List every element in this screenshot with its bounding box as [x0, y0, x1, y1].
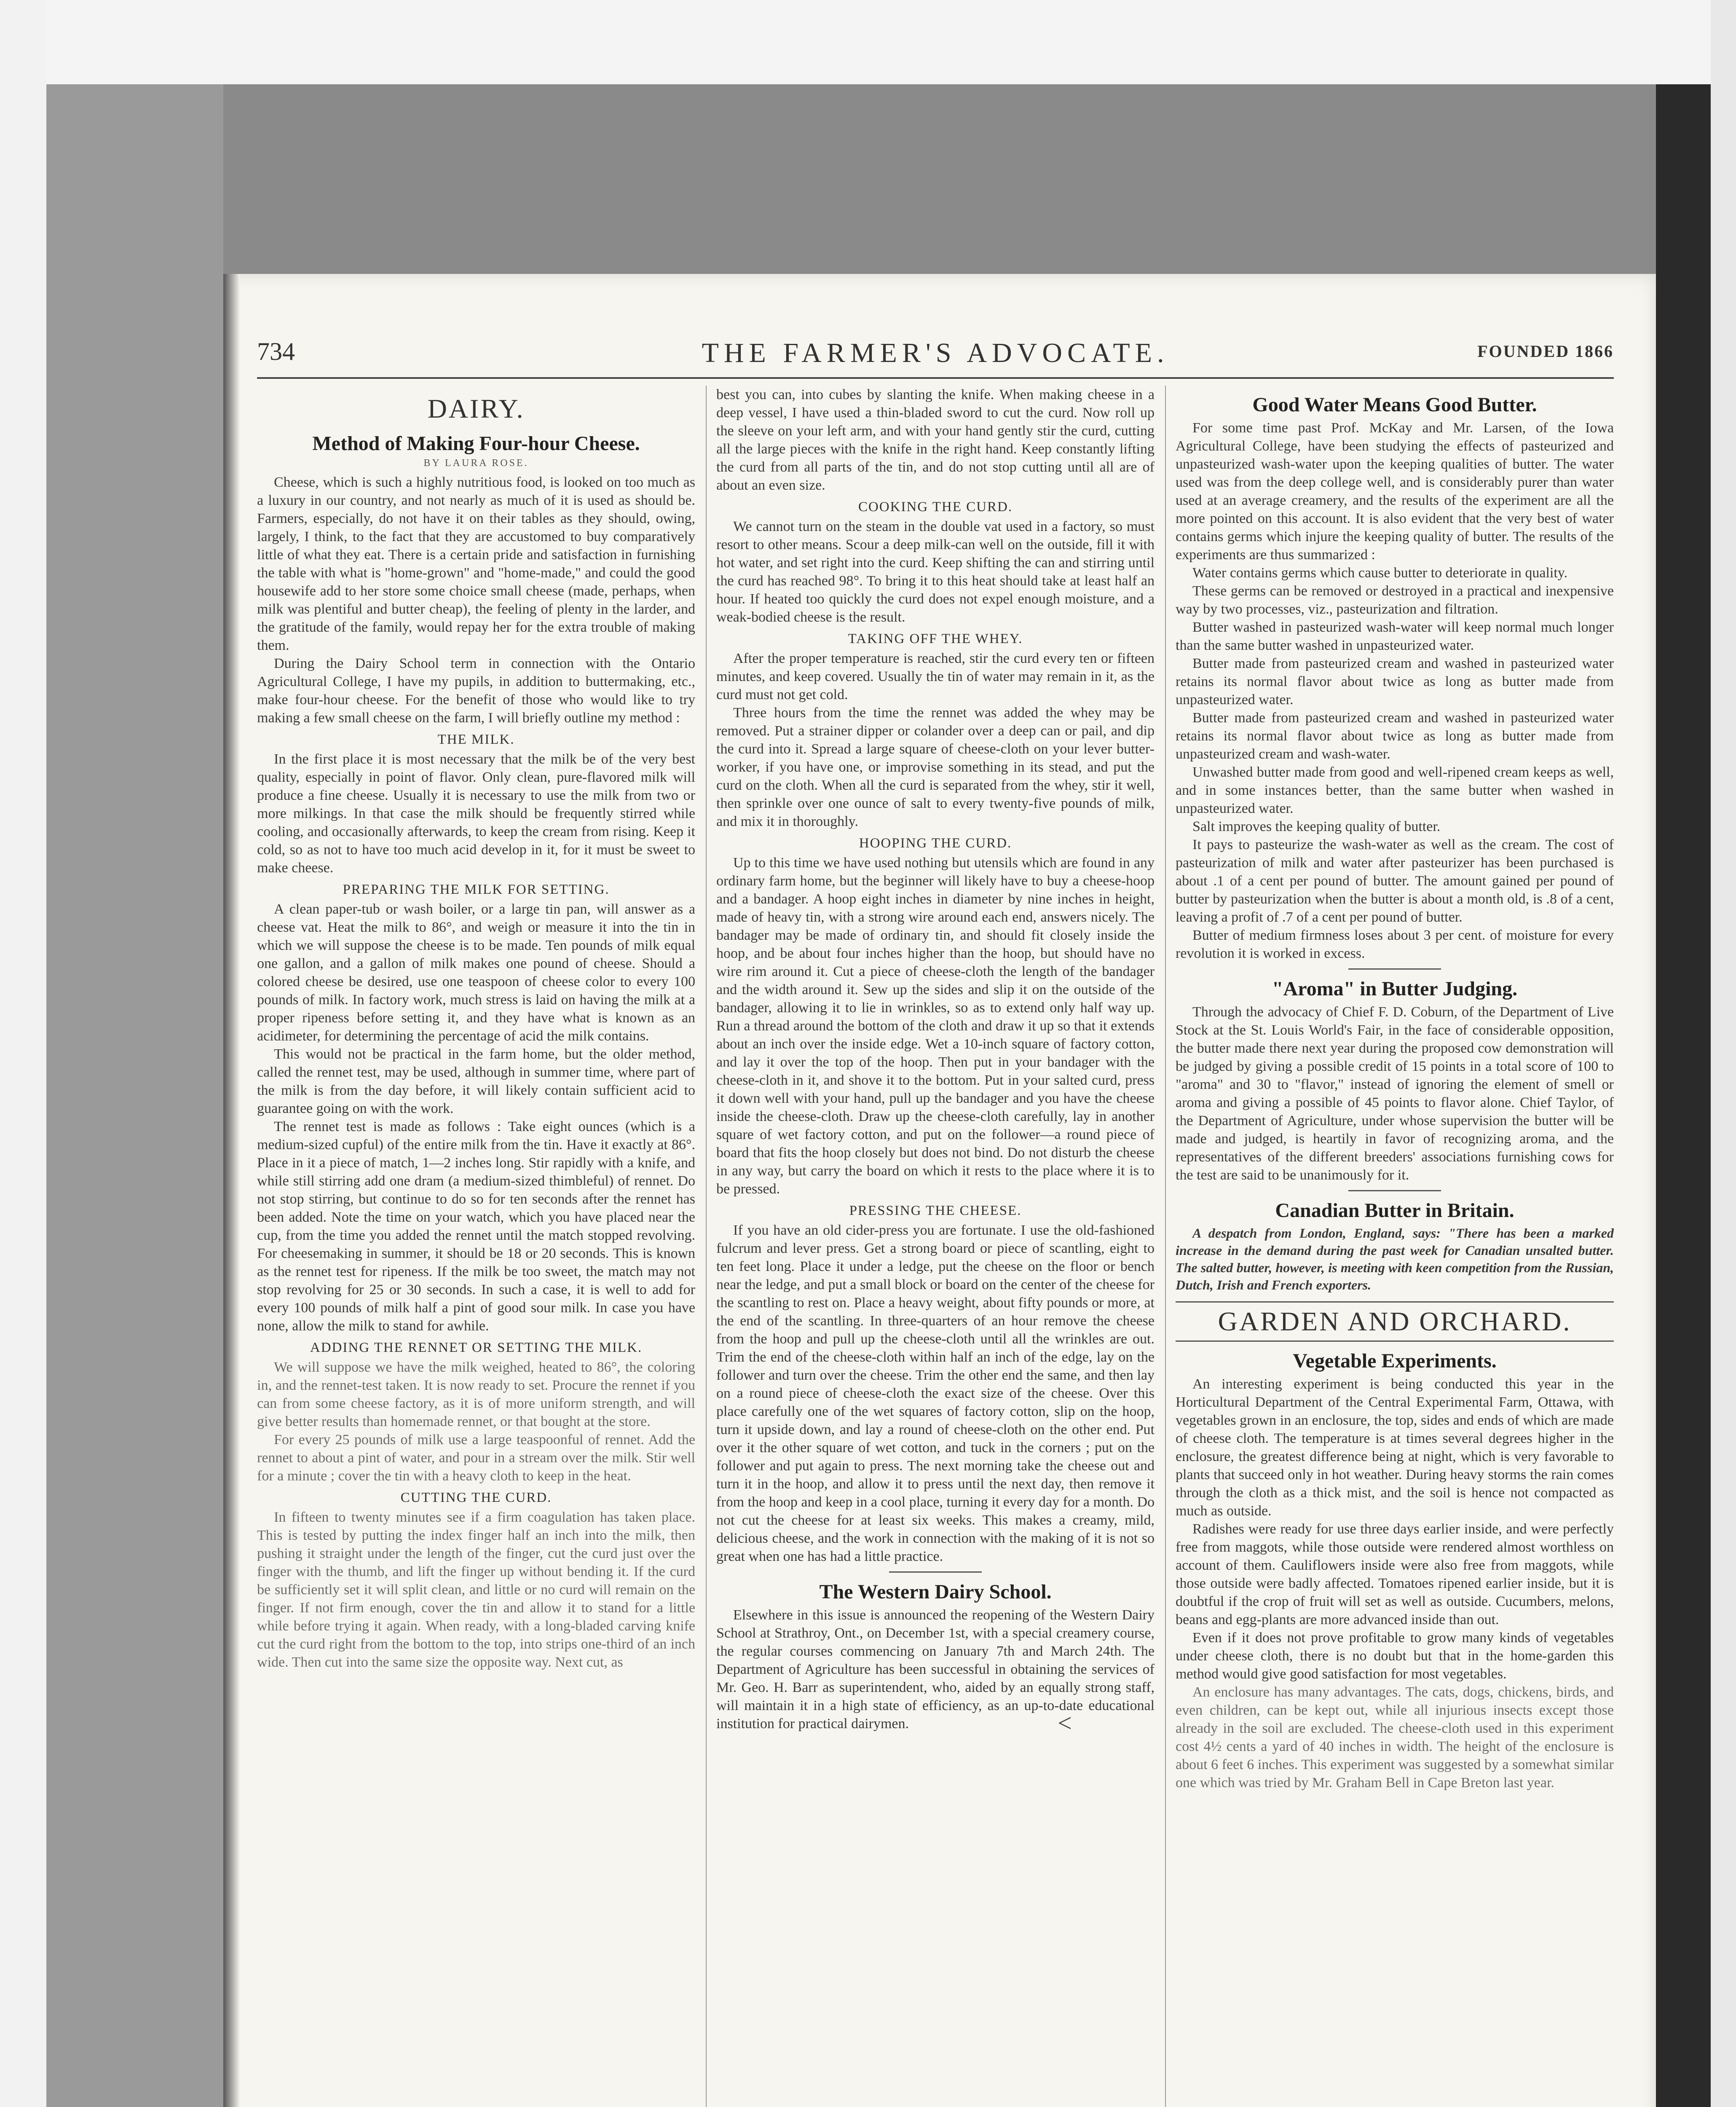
paragraph: An enclosure has many advantages. The cats, dogs, chickens, birds, and even children, can be kept out, while all injurious insects except those already in the soil are excluded. The cheese-cloth used in this experiment cost 4½ cents a yard of 40 inches in width. The height of the enclosure is about 6 feet 6 inches. This experiment was suggested by a somewhat similar one which was tried by Mr. Graham Bell in Cape Breton last year. [1176, 1684, 1614, 1791]
subheading: HOOPING THE CURD. [859, 836, 1012, 851]
paragraph: The rennet test is made as follows : Take eight ounces (which is a medium-sized cupful) of the entire milk from the tin. Have it exactly at 86°. Place in it a piece of match, 1—2 inches long. Stir rapidly with a knife, and while still stirring add one dram (a medium-sized thimbleful) of rennet. Do not stop stirring, but continue to do so for ten seconds after the rennet has been added. Note the time on your watch, which you have placed near the cup, from the time you added the rennet until the match stopped revolving. For cheesemaking in summer, it should be 18 or 20 seconds. This is known as the rennet test for ripeness. If the milk be too sweet, the match may not stop revolving for 25 or 30 seconds. In such a case, it is well to add for every 100 pounds of milk half a pint of good sour milk. In case you have none, allow the milk to stand for awhile. [257, 1119, 695, 1334]
article-title: The Western Dairy School. [819, 1581, 1052, 1603]
paragraph: Butter washed in pasteurized wash-water will keep normal much longer than the same butter washed in unpasteurized water. [1176, 619, 1614, 653]
paragraph: If you have an old cider-press you are fortunate. I use the old-fashioned fulcrum and lever press. Get a strong board or piece of scantling, eight to ten feet long. Place it under a ledge, put the cheese on the floor or bench near the ledge, and put a small block or board on the center of the cheese for the scantling to rest on. Place a heavy weight, about fifty pounds or more, at the end of the scantling. In three-quarters of an hour remove the cheese from the hoop and pull up the cheese-cloth until all the wrinkles are out. Trim the end of the cheese-cloth within half an inch of the edge, lay on the follower and turn over the cheese. Trim the other end the same, and then lay on a round piece of cheese-cloth the exact size of the cheese. Over this place carefully one of the wet squares of factory cotton, slip on the hoop, turn it upside down, and lay a round of cheese-cloth on the other end. Put over it the other square of wet cotton, and tuck in the corners ; put on the follower and put again to press. The next morning take the cheese out and turn it in the hoop, and allow it to press until the next day, then remove it from the hoop and keep in a cool place, turning it every day for a month. Do not cut the cheese for at least six weeks. This makes a creamy, mild, delicious cheese, and the work in connection with the making of it is not so great when one has had a little practice. [716, 1222, 1155, 1564]
paragraph: A clean paper-tub or wash boiler, or a large tin pan, will answer as a cheese vat. Heat the milk to 86°, and weigh or measure it into the tin in which we will suppose the cheese is to be made. Ten pounds of milk equal one gallon, and a gallon of milk makes one pound of cheese. Should a colored cheese be desired, use one teaspoon of cheese color to every 100 pounds of milk. In factory work, much stress is laid on having the milk at a proper ripeness before setting it, and they have what is known as an acidimeter, for determining the percentage of acid the milk contains. [257, 901, 695, 1044]
paragraph: This would not be practical in the farm home, but the older method, called the rennet test, may be used, although in summer time, where part of the milk is from the day before, it will likely contain sufficient acid to guarantee going on with the work. [257, 1046, 695, 1116]
paragraph: After the proper temperature is reached, stir the curd every ten or fifteen minutes, and keep covered. Usually the tin of water may remain in it, as the curd must not get cold. [716, 651, 1155, 702]
paragraph: For every 25 pounds of milk use a large teaspoonful of rennet. Add the rennet to about a pint of water, and pour in a stream over the milk. Stir well for a minute ; cover the tin with a heavy cloth to keep in the heat. [257, 1432, 695, 1484]
scan-left-edge [46, 84, 223, 2107]
rule [889, 1571, 982, 1573]
scan-background [0, 0, 46, 2107]
column-divider [1165, 386, 1166, 2107]
section-heading-dairy: DAIRY. [427, 394, 525, 424]
paragraph: Even if it does not prove profitable to grow many kinds of vegetables under cheese cloth, there is no doubt but that in the home-garden this method would give good satisfaction for most vegetables. [1176, 1630, 1614, 1682]
column-2 [716, 386, 1155, 2107]
paragraph: An interesting experiment is being conducted this year in the Horticultural Department of the Central Experimental Farm, Ottawa, with vegetables grown in an enclosure, the top, sides and ends of which are made of cheese cloth. The temperature is at times several degrees higher in the enclosure, the greatest difference being at night, which is very favorable to plants that succeed only in hot weather. During heavy storms the rain comes through the cloth as a thick mist, and the soil is hence not compacted as much as outside. [1176, 1376, 1614, 1519]
column-3 [1176, 386, 1614, 2107]
paragraph: In the first place it is most necessary that the milk be of the very best quality, especially in point of flavor. Only clean, pure-flavored milk will produce a fine cheese. Usually it is necessary to use the milk from two or more milkings. In that case the milk should be frequently stirred while cooling, and occasionally afterwards, to keep the cream from rising. Keep it cold, so as not to have too much acid develop in it, for it must be sweet to make cheese. [257, 751, 695, 876]
paragraph: A despatch from London, England, says: "There has been a marked increase in the demand during the past week for Canadian unsalted butter. The salted butter, however, is meeting with keen competition from the Russian, Dutch, Irish and French exporters. [1176, 1225, 1614, 1292]
paragraph: In fifteen to twenty minutes see if a firm coagulation has taken place. This is tested by putting the index finger half an inch into the milk, then pushing it straight under the length of the finger, cut the curd just over the finger with the thumb, and lift the finger up without bending it. If the curd be sufficiently set it will split clean, and little or no curd will remain on the finger. If not firm enough, cover the tin and allow it to stand for a little while before trying it again. When ready, with a long-bladed carving knife cut the curd right from the bottom to the top, into strips one-third of an inch wide. Then cut into the same size the opposite way. Next cut, as [257, 1509, 695, 1670]
article-title: Good Water Means Good Butter. [1252, 394, 1537, 416]
subheading: ADDING THE RENNET OR SETTING THE MILK. [310, 1340, 643, 1355]
paragraph: We cannot turn on the steam in the double vat used in a factory, so must resort to other means. Scour a deep milk-can well on the outside, fill it with hot water, and set right into the curd. Keep shifting the can and stirring until the curd has reached 98°. To bring it to this heat should take at least half an hour. If heated too quickly the curd does not expel enough moisture, and a weak-bodied cheese is the result. [716, 519, 1155, 625]
paragraph: Through the advocacy of Chief F. D. Coburn, of the Department of Live Stock at the St. Louis World's Fair, in the face of considerable opposition, the butter made there next year during the proposed cow demonstration will be judged by giving a possible credit of 15 points in a total score of 100 to "aroma" and 30 to "flavor," instead of ignoring the element of smell or aroma and giving a possible of 45 points to flavor alone. Chief Taylor, of the Department of Agriculture, under whose supervision the butter will be made and judged, is heartily in favor of recognizing aroma, and the representatives of the different breeders' associations furnishing cows for the test are said to be unanimously for it. [1176, 1004, 1614, 1183]
subheading: PREPARING THE MILK FOR SETTING. [343, 882, 610, 897]
paragraph: Elsewhere in this issue is announced the reopening of the Western Dairy School at Strathroy, Ont., on December 1st, with a special creamery course, the regular courses commencing on January 7th and March 24th. The Department of Agriculture has been successful in obtaining the services of Mr. Geo. H. Barr as superintendent, who, aided by an equally strong staff, will maintain it in a high state of efficiency, as an up-to-date educational institution for practical dairymen. [716, 1607, 1155, 1732]
paragraph: It pays to pasteurize the wash-water as well as the cream. The cost of pasteurization of milk and water after pasteurizer has been purchased is about .1 of a cent per pound of butter. The amount gained per pound of butter by pasteurization when the butter is about a month old, is .8 of a cent, leaving a profit of .7 of a cent per pound of butter. [1176, 837, 1614, 925]
paragraph: For some time past Prof. McKay and Mr. Larsen, of the Iowa Agricultural College, have been studying the effects of pasteurized and unpasteurized wash-water upon the keeping qualities of butter. The water used was from the deep college well, and is considerably purer than water used at an average creamery, and the results of the experiment are all the more pointed on this account. It is also evident that the very best of water contains germs which injure the keeping quality of butter. The results of the experiments are thus summarized : [1176, 420, 1614, 563]
page-binding-shadow [223, 274, 240, 2107]
header-rule [257, 377, 1614, 379]
pencil-mark: < [1058, 1709, 1072, 1737]
paragraph: Butter of medium firmness loses about 3 per cent. of moisture for every revolution it is worked in excess. [1176, 928, 1614, 961]
subheading: THE MILK. [437, 732, 515, 747]
paragraph: Water contains germs which cause butter to deteriorate in quality. [1192, 565, 1568, 581]
article-title: Vegetable Experiments. [1293, 1350, 1497, 1372]
scan-background-top [46, 0, 1736, 84]
masthead: THE FARMER'S ADVOCATE. [702, 338, 1169, 368]
article-byline: BY LAURA ROSE. [423, 458, 529, 469]
article-title: "Aroma" in Butter Judging. [1272, 978, 1518, 1000]
rule [1348, 968, 1441, 970]
paragraph: Three hours from the time the rennet was added the whey may be removed. Put a strainer dipper or colander over a deep can or pail, and dip the curd into it. Spread a large square of cheese-cloth on your lever butter-worker, if you have one, or improvise something in its stead, and put the curd on the cloth. When all the curd is separated from the whey, stir it well, then sprinkle over one ounce of salt to every twenty-five pounds of milk, and mix it in thoroughly. [716, 705, 1155, 829]
paragraph: Butter made from pasteurized cream and washed in pasteurized water retains its normal flavor about twice as long as butter made from unpasteurized cream and wash-water. [1176, 710, 1614, 762]
scan-right-fringe [1711, 0, 1736, 2107]
scan-dark-band [46, 84, 1736, 278]
newspaper-page [223, 274, 1656, 2107]
page-header [257, 337, 1614, 379]
paragraph: We will suppose we have the milk weighed, heated to 86°, the coloring in, and the rennet-test taken. It is now ready to set. Procure the rennet if you can from some cheese factory, as it is of more uniform strength, and will give better results than homemade rennet, or that bought at the store. [257, 1359, 695, 1429]
paragraph: Butter made from pasteurized cream and washed in pasteurized water retains its normal flavor about twice as long as butter made from unpasteurized water. [1176, 656, 1614, 708]
article-title: Method of Making Four-hour Cheese. [312, 432, 640, 455]
section-heading-garden: GARDEN AND ORCHARD. [1176, 1301, 1614, 1342]
paragraph: Cheese, which is such a highly nutritious food, is looked on too much as a luxury in our country, and not nearly as much of it is used as should be. Farmers, especially, do not have it on their tables as they should, owing, largely, I think, to the fact that they are accustomed to buy comparatively little of what they eat. There is a certain pride and satisfaction in furnishing the table with what is "home-grown" and "home-made," and could the good housewife add to her store some choice small cheese (made, perhaps, when milk was plentiful and butter cheap), the feeling of plenty in the larder, and the gratitude of the family, would repay her for the extra trouble of making them. [257, 474, 695, 653]
paragraph: Radishes were ready for use three days earlier inside, and were perfectly free from maggots, while those outside were rendered almost worthless on account of them. Cauliflowers inside were also free from maggots, while those outside were badly affected. Tomatoes ripened earlier inside, but it is doubtful if the crop of fruit will set as well as outside. Cucumbers, melons, beans and egg-plants are more advanced inside than out. [1176, 1521, 1614, 1627]
page-number: 734 [257, 338, 295, 365]
article-title: Canadian Butter in Britain. [1275, 1199, 1514, 1222]
subheading: PRESSING THE CHEESE. [849, 1203, 1022, 1218]
rule [1348, 1190, 1441, 1191]
paragraph: Unwashed butter made from good and well-ripened cream keeps as well, and in some instances better, than the same butter when washed in unpasteurized water. [1176, 764, 1614, 816]
paragraph: Up to this time we have used nothing but utensils which are found in any ordinary farm home, but the beginner will likely have to buy a cheese-hoop and a bandager. A hoop eight inches in diameter by nine inches in height, made of heavy tin, with a strong wire around each end, answers nicely. The bandager may be made of ordinary tin, and should fit closely inside the hoop, and be about four inches higher than the hoop, but should have no wire rim around it. Cut a piece of cheese-cloth the length of the bandager and the width around it. Sew up the sides and slip it on the outside of the bandager, allowing it to lie in wrinkles, so as to extend only half way up. Run a thread around the bottom of the cloth and draw it up so that it extends about an inch over the inside edge. Wet a 10-inch square of factory cotton, and lay it over the top of the hoop. Then put in your bandager with the cheese-cloth in it, and shove it to the bottom. Put in your salted curd, press it down well with your hand, pull up the bandager and you have the cheese inside the cheese-cloth. Draw up the cheese-cloth carefully, lay in another square of wet factory cotton, and put on the follower—a round piece of board that fits the hoop closely but does not bind. Do not disturb the cheese in any way, but carry the board on which it rests to the place where it is to be pressed. [716, 855, 1155, 1197]
column-1 [257, 386, 695, 2107]
paragraph: These germs can be removed or destroyed in a practical and inexpensive way by two processes, viz., pasteurization and filtration. [1176, 583, 1614, 617]
paragraph: Salt improves the keeping quality of butter. [1192, 819, 1441, 834]
scan-right-shadow [1656, 84, 1711, 2107]
paragraph: best you can, into cubes by slanting the knife. When making cheese in a deep vessel, I have used a thin-bladed sword to cut the curd. Now roll up the sleeve on your left arm, and with your hand gently stir the curd, cutting all the large pieces with the knife in the right hand. Keep constantly lifting the curd from all parts of the tin, and do not stop cutting until all are of about an even size. [716, 387, 1155, 493]
column-divider [706, 386, 707, 2107]
founded-note: FOUNDED 1866 [1477, 342, 1614, 361]
subheading: TAKING OFF THE WHEY. [848, 631, 1023, 646]
paragraph: During the Dairy School term in connection with the Ontario Agricultural College, I have my pupils, in addition to buttermaking, etc., make four-hour cheese. For the benefit of those who would like to try making a few small cheese on the farm, I will briefly outline my method : [257, 656, 695, 726]
subheading: CUTTING THE CURD. [400, 1490, 552, 1505]
subheading: COOKING THE CURD. [858, 499, 1013, 515]
